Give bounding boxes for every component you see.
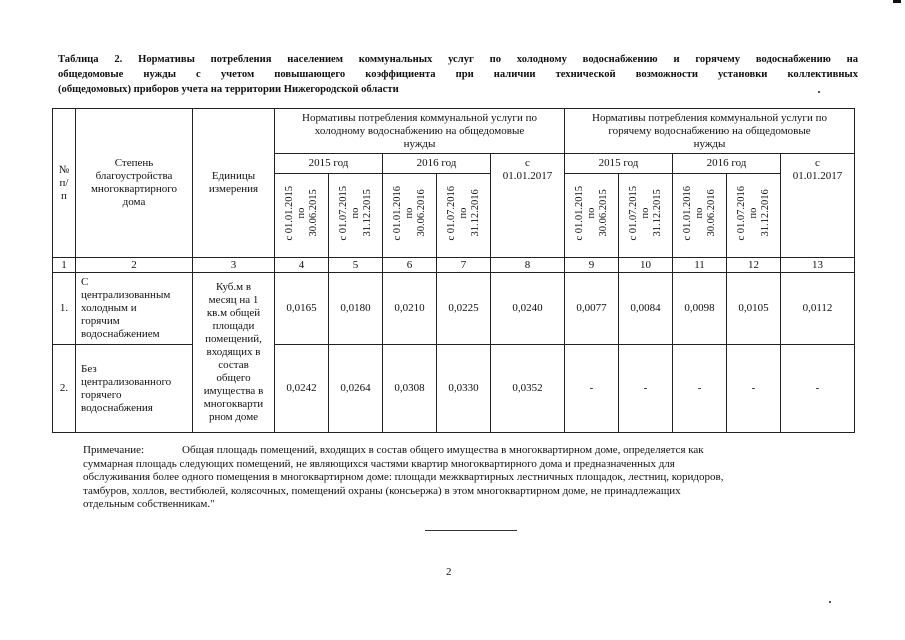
table-caption	[58, 52, 858, 97]
value-cell: 0,0105	[727, 273, 781, 345]
table-row	[53, 345, 855, 433]
value-cell: -	[781, 345, 855, 433]
column-number: 12	[727, 258, 781, 273]
value-cell: 0,0165	[275, 273, 329, 345]
row-degree-label: Без централизованного горячего водоснабжения	[76, 345, 193, 433]
header-units: Единицы измерения	[193, 109, 275, 258]
value-cell: -	[673, 345, 727, 433]
column-number: 5	[329, 258, 383, 273]
value-cell: -	[619, 345, 673, 433]
row-number: 1.	[53, 273, 76, 345]
note-line: обслуживания более одного помещения в многоквартирном доме: площади межквартирных лестничных площадок, лестниц, коридоров,	[83, 471, 724, 484]
column-number: 6	[383, 258, 437, 273]
caption-line: общедомовые нужды с учетом повышающего коэффициента при наличии технической возможности установки коллективных	[58, 69, 858, 80]
value-cell: 0,0330	[437, 345, 491, 433]
column-number: 7	[437, 258, 491, 273]
column-numbers-row	[53, 258, 855, 273]
column-number: 2	[76, 258, 193, 273]
table-row	[53, 273, 855, 345]
caption-line: Таблица 2. Нормативы потребления населением коммунальных услуг по холодному водоснабжению и горячему водоснабжению на	[58, 54, 858, 65]
header-period: с 01.01.2015 по 30.06.2015	[565, 174, 619, 258]
norms-table	[52, 108, 855, 433]
header-period: с 01.07.2016 по 31.12.2016	[437, 174, 491, 258]
note-paragraph	[83, 444, 803, 512]
header-from-2017: с 01.01.2017	[491, 154, 565, 258]
divider-line	[425, 530, 517, 531]
column-number: 10	[619, 258, 673, 273]
value-cell: 0,0264	[329, 345, 383, 433]
header-period: с 01.07.2016 по 31.12.2016	[727, 174, 781, 258]
value-cell: 0,0210	[383, 273, 437, 345]
value-cell: 0,0352	[491, 345, 565, 433]
note-label: Примечание:	[83, 444, 145, 456]
row-number: 2.	[53, 345, 76, 433]
value-cell: 0,0084	[619, 273, 673, 345]
note-line: Примечание: Общая площадь помещений, входящих в состав общего имущества в многоквартирном доме, определяется как	[83, 444, 704, 456]
value-cell: -	[727, 345, 781, 433]
page-number: 2	[446, 566, 452, 578]
column-number: 13	[781, 258, 855, 273]
column-number: 4	[275, 258, 329, 273]
value-cell: 0,0180	[329, 273, 383, 345]
units-cell: Куб.м в месяц на 1 кв.м общей площади помещений, входящих в состав общего имущества в многокварти рном доме	[193, 273, 275, 433]
value-cell: 0,0225	[437, 273, 491, 345]
header-period: с 01.01.2016 по 30.06.2016	[383, 174, 437, 258]
header-year-2016: 2016 год	[383, 154, 491, 174]
scan-speck	[829, 601, 831, 603]
header-year-2015: 2015 год	[275, 154, 383, 174]
header-period: с 01.07.2015 по 31.12.2015	[619, 174, 673, 258]
value-cell: 0,0112	[781, 273, 855, 345]
header-period: с 01.07.2015 по 31.12.2015	[329, 174, 383, 258]
column-number: 1	[53, 258, 76, 273]
header-year-2016: 2016 год	[673, 154, 781, 174]
scan-mark	[893, 0, 901, 3]
value-cell: 0,0098	[673, 273, 727, 345]
header-from-2017: с 01.01.2017	[781, 154, 855, 258]
value-cell: 0,0308	[383, 345, 437, 433]
header-hot-water-group: Нормативы потребления коммунальной услуги по горячему водоснабжению на общедомовые нужды	[565, 109, 855, 154]
value-cell: 0,0240	[491, 273, 565, 345]
header-row	[53, 109, 855, 154]
value-cell: 0,0242	[275, 345, 329, 433]
column-number: 8	[491, 258, 565, 273]
note-line: тамбуров, холлов, вестибюлей, колясочных, помещений охраны (консьержа) в этом многоквартирном доме, не принадлежащих	[83, 484, 681, 497]
header-year-2015: 2015 год	[565, 154, 673, 174]
header-degree: Степень благоустройства многоквартирного дома	[76, 109, 193, 258]
column-number: 9	[565, 258, 619, 273]
header-cold-water-group: Нормативы потребления коммунальной услуги по холодному водоснабжению на общедомовые нужды	[275, 109, 565, 154]
column-number: 3	[193, 258, 275, 273]
value-cell: -	[565, 345, 619, 433]
caption-line: (общедомовых) приборов учета на территории Нижегородской области	[58, 84, 399, 95]
header-num: № п/ п	[53, 109, 76, 258]
note-line: суммарная площадь следующих помещений, не являющихся частями квартир многоквартирного дома и предназначенных для	[83, 457, 675, 470]
row-degree-label: С централизованным холодным и горячим водоснабжением	[76, 273, 193, 345]
note-line: отдельным собственникам."	[83, 498, 215, 511]
header-period: с 01.01.2015 по 30.06.2015	[275, 174, 329, 258]
value-cell: 0,0077	[565, 273, 619, 345]
column-number: 11	[673, 258, 727, 273]
header-period: с 01.01.2016 по 30.06.2016	[673, 174, 727, 258]
